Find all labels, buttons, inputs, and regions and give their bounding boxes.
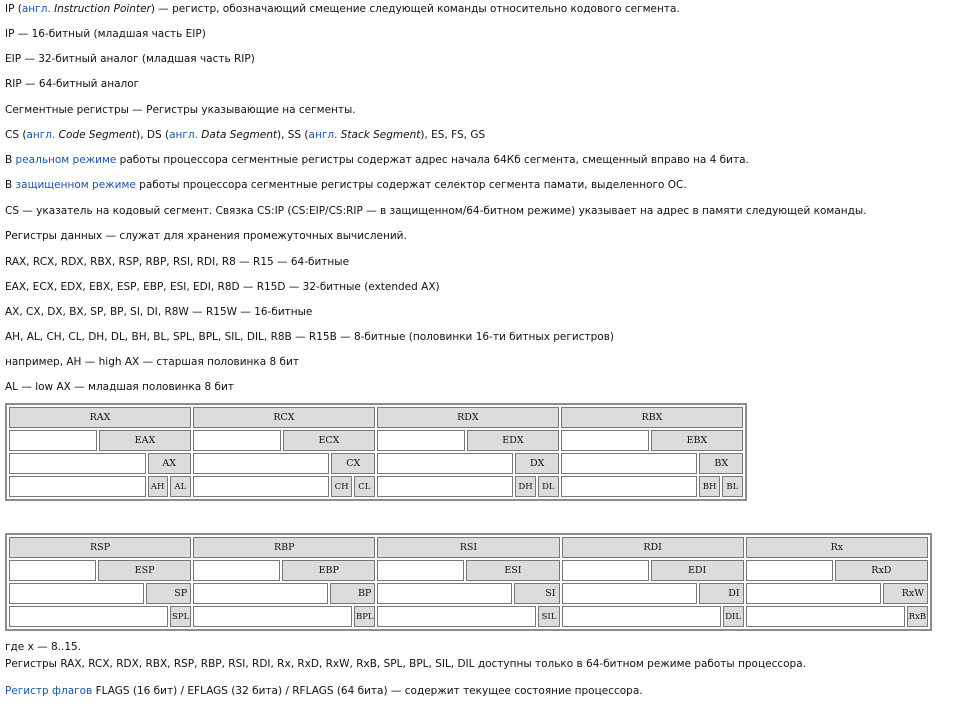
register-table-general xyxy=(5,403,747,501)
empty-cell xyxy=(746,606,905,627)
reg16-cell: CX xyxy=(331,453,374,474)
row-8bit xyxy=(9,606,928,627)
protected-mode-link[interactable]: защищенном режиме xyxy=(15,179,136,191)
where-x-line: где x — 8..15. xyxy=(5,641,82,653)
reg64-cell: RSP xyxy=(9,537,191,558)
empty-cell xyxy=(9,476,146,497)
reg16-cell: SI xyxy=(514,583,559,604)
reg16-cell: RxW xyxy=(883,583,928,604)
reg64-cell: RBX xyxy=(561,407,743,428)
reg32-cell: EBP xyxy=(282,560,375,581)
empty-cell xyxy=(9,583,144,604)
reg8-low-cell: SPL xyxy=(170,606,191,627)
real-mode-text: работы процессора сегментные регистры содержат адрес начала 64Кб сегмента, смещенный вправо на 4 бита. xyxy=(116,154,749,166)
row-16bit xyxy=(9,453,743,474)
row-32bit xyxy=(9,560,928,581)
segment-registers-line: Сегментные регистры — Регистры указывающие на сегменты. xyxy=(5,104,356,116)
empty-cell xyxy=(562,583,697,604)
english-abbr-link[interactable]: англ. xyxy=(308,129,338,141)
reg16-cell: BX xyxy=(699,453,743,474)
english-abbr-link[interactable]: англ. xyxy=(26,129,56,141)
reg8-low-cell: BL xyxy=(722,476,743,497)
row-64bit xyxy=(9,407,743,428)
reg8-low-cell: BPL xyxy=(354,606,375,627)
reg8-low-cell: RxB xyxy=(907,606,928,627)
empty-cell xyxy=(746,583,881,604)
empty-cell xyxy=(377,606,536,627)
register-table-pointer-index xyxy=(5,533,932,631)
registers-16bit-line: AX, CX, DX, BX, SP, BP, SI, DI, R8W — R15W — 16-битные xyxy=(5,306,313,318)
real-mode-link[interactable]: реальном режиме xyxy=(15,154,117,166)
flags-line xyxy=(5,685,643,698)
reg64-cell: RDI xyxy=(562,537,744,558)
empty-cell xyxy=(9,560,96,581)
flags-register-link[interactable]: Регистр флагов xyxy=(5,685,93,697)
registers-32bit-line: EAX, ECX, EDX, EBX, ESP, EBP, ESI, EDI, R8D — R15D — 32-битные (extended AX) xyxy=(5,281,440,293)
reg64-cell: RAX xyxy=(9,407,191,428)
ss-text: ), SS ( xyxy=(276,129,309,141)
flags-text: FLAGS (16 бит) / EFLAGS (32 бита) / RFLAGS (64 бита) — содержит текущее состояние процессора. xyxy=(92,685,643,697)
empty-cell xyxy=(193,476,330,497)
reg16-cell: BP xyxy=(330,583,375,604)
data-segment-term: Data Segment xyxy=(197,129,277,141)
es-fs-gs-text: ), ES, FS, GS xyxy=(420,129,486,141)
empty-cell xyxy=(561,476,698,497)
reg32-cell: EDI xyxy=(651,560,744,581)
reg8-low-cell: DIL xyxy=(723,606,744,627)
ds-text: ), DS ( xyxy=(136,129,170,141)
ip16-line: IP — 16-битный (младшая часть EIP) xyxy=(5,28,206,40)
reg64-cell: RDX xyxy=(377,407,559,428)
ah-line: например, AH — high AX — старшая половинка 8 бит xyxy=(5,356,299,368)
reg8-low-cell: SIL xyxy=(538,606,559,627)
empty-cell xyxy=(193,606,352,627)
ip-definition xyxy=(5,3,680,16)
eip-line: EIP — 32-битный аналог (младшая часть RIP) xyxy=(5,53,255,65)
row-64bit xyxy=(9,537,928,558)
empty-cell xyxy=(193,453,330,474)
reg8-low-cell: CL xyxy=(354,476,375,497)
reg32-cell: ESP xyxy=(98,560,191,581)
row-32bit xyxy=(9,430,743,451)
empty-cell xyxy=(561,453,698,474)
code-segment-term: Code Segment xyxy=(55,129,137,141)
empty-cell xyxy=(562,560,649,581)
cs-pointer-line: CS — указатель на кодовый сегмент. Связка CS:IP (CS:EIP/CS:RIP — в защищенном/64-битном режиме) указывает на адрес в памяти следующей команды. xyxy=(5,205,867,217)
english-abbr-link[interactable]: англ. xyxy=(21,3,51,15)
real-mode-line xyxy=(5,154,749,167)
protected-mode-prefix: В xyxy=(5,179,16,191)
reg8-low-cell: DL xyxy=(538,476,559,497)
empty-cell xyxy=(562,606,721,627)
empty-cell xyxy=(9,453,146,474)
empty-cell xyxy=(377,476,514,497)
registers-8bit-line: AH, AL, CH, CL, DH, DL, BH, BL, SPL, BPL, SIL, DIL, R8B — R15B — 8-битные (половинки 16-ти битных регистров) xyxy=(5,331,614,343)
reg32-cell: EAX xyxy=(99,430,191,451)
al-line: AL — low AX — младшая половинка 8 бит xyxy=(5,381,234,393)
protected-mode-text: работы процессора сегментные регистры содержат селектор сегмента памати, выделенного ОС. xyxy=(135,179,687,191)
empty-cell xyxy=(561,430,649,451)
empty-cell xyxy=(377,430,465,451)
empty-cell xyxy=(193,430,281,451)
empty-cell xyxy=(377,453,514,474)
segment-list-line xyxy=(5,129,485,142)
reg8-high-cell: BH xyxy=(699,476,719,497)
row-8bit xyxy=(9,476,743,497)
ip-text-end: ) — регистр, обозначающий смещение следующей команды относительно кодового сегмента. xyxy=(150,3,680,15)
reg64-cell: RSI xyxy=(377,537,559,558)
stack-segment-term: Stack Segment xyxy=(337,129,421,141)
reg16-cell: DI xyxy=(699,583,744,604)
reg16-cell: AX xyxy=(148,453,191,474)
reg8-high-cell: AH xyxy=(148,476,168,497)
ip-text-start: IP ( xyxy=(5,3,22,15)
english-abbr-link[interactable]: англ. xyxy=(169,129,198,141)
reg16-cell: SP xyxy=(146,583,191,604)
registers-64bit-line: RAX, RCX, RDX, RBX, RSP, RBP, RSI, RDI, R8 — R15 — 64-битные xyxy=(5,256,350,268)
reg32-cell: ECX xyxy=(283,430,375,451)
empty-cell xyxy=(193,583,328,604)
real-mode-prefix: В xyxy=(5,154,16,166)
reg8-high-cell: DH xyxy=(515,476,535,497)
only-64bit-line: Регистры RAX, RCX, RDX, RBX, RSP, RBP, RSI, RDI, Rx, RxD, RxW, RxB, SPL, BPL, SIL, DIL доступны только в 64-битном режиме работы процессора. xyxy=(5,658,806,670)
empty-cell xyxy=(9,606,168,627)
empty-cell xyxy=(377,583,512,604)
reg64-cell: Rx xyxy=(746,537,928,558)
rip-line: RIP — 64-битный аналог xyxy=(5,78,140,90)
reg32-cell: EDX xyxy=(467,430,559,451)
reg32-cell: RxD xyxy=(835,560,928,581)
reg16-cell: DX xyxy=(515,453,559,474)
row-16bit xyxy=(9,583,928,604)
empty-cell xyxy=(9,430,97,451)
reg32-cell: EBX xyxy=(651,430,743,451)
ip-english-term: Instruction Pointer xyxy=(50,3,151,15)
empty-cell xyxy=(377,560,464,581)
reg64-cell: RBP xyxy=(193,537,375,558)
protected-mode-line xyxy=(5,179,687,192)
reg32-cell: ESI xyxy=(466,560,559,581)
empty-cell xyxy=(193,560,280,581)
cs-text: CS ( xyxy=(5,129,27,141)
reg8-high-cell: CH xyxy=(331,476,351,497)
reg8-low-cell: AL xyxy=(170,476,191,497)
reg64-cell: RCX xyxy=(193,407,375,428)
data-registers-line: Регистры данных — служат для хранения промежуточных вычислений. xyxy=(5,230,407,242)
empty-cell xyxy=(746,560,833,581)
